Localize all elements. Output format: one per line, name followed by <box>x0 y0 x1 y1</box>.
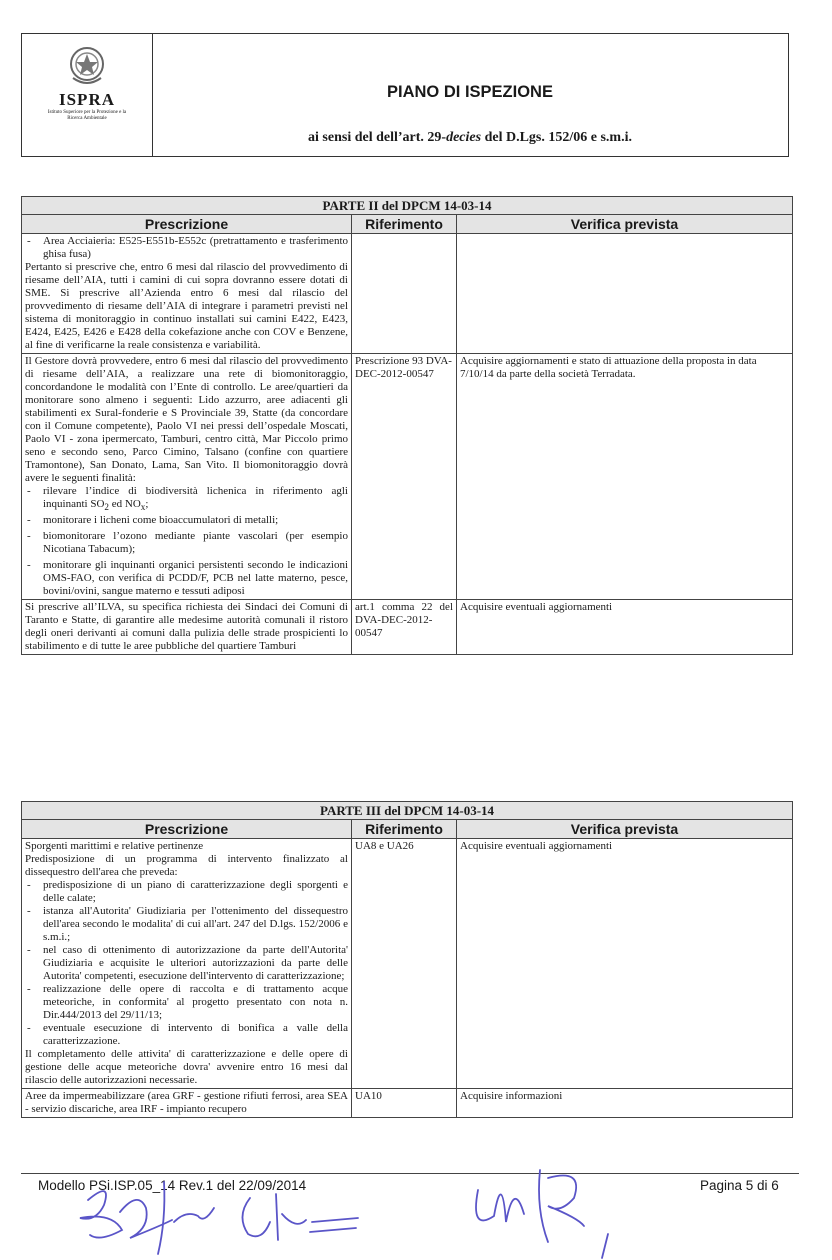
item-text-pre: rilevare l’indice di biodiversità lichenica in riferimento agli inquinanti SO <box>43 485 348 510</box>
document-header <box>21 33 789 157</box>
verifica-cell: Acquisire aggiornamenti e stato di attuazione della proposta in data 7/10/14 da parte della società Terradata. <box>457 354 793 600</box>
document-title: PIANO DI ISPEZIONE <box>387 83 553 101</box>
list-item: - monitorare i licheni come bioaccumulatori di metalli; <box>25 514 348 527</box>
item-text-post: ; <box>145 498 149 510</box>
riferimento-cell: UA8 e UA26 <box>352 839 457 1089</box>
table-row <box>22 600 793 655</box>
table-row <box>22 234 793 354</box>
paragraph: Sporgenti marittimi e relative pertinenze <box>25 840 204 852</box>
list-item: - biomonitorare l’ozono mediante piante vascolari (per esempio Nicotiana Tabacum); <box>25 530 348 556</box>
riferimento-cell: Prescrizione 93 DVA-DEC-2012-00547 <box>352 354 457 600</box>
list-item: - monitorare gli inquinanti organici persistenti secondo le indicazioni OMS-FAO, con verifica di PCDD/F, PCB nel latte materno, pesce, bovini/ovini, sangue materno e tessuti adiposi <box>25 559 348 598</box>
verifica-cell: Acquisire informazioni <box>457 1089 793 1118</box>
list-item: - Area Acciaieria: E525-E551b-E552c (pretrattamento e trasferimento ghisa fusa) <box>25 235 348 261</box>
part3-table <box>21 801 793 1118</box>
riferimento-cell: UA10 <box>352 1089 457 1118</box>
subscript: x <box>140 502 146 513</box>
subtitle-emphasis: decies <box>446 130 482 145</box>
riferimento-cell: art.1 comma 22 del DVA-DEC-2012-00547 <box>352 600 457 655</box>
paragraph: Pertanto si prescrive che, entro 6 mesi dal rilascio del provvedimento di riesame dell’AIA, tutti i camini di cui sopra dovranno essere dotati di SME. Si prescrive all’Azienda entro 6 mesi dal rilascio del provvedimento di riesame dell’AIA di integrare i parametri previsti nel sistema di monitoraggio in continuo installati sui camini E422, E423, E424, E425, E426 e E428 della cokefazione anche con COV e Benzene, al fine di verificarne la reale consistenza e variabilità. <box>25 261 348 351</box>
verifica-cell <box>457 234 793 354</box>
part2-title: PARTE II del DPCM 14-03-14 <box>22 197 793 215</box>
footer-page: Pagina 5 di 6 <box>700 1178 779 1193</box>
part2-table <box>21 196 793 655</box>
part3-title: PARTE III del DPCM 14-03-14 <box>22 802 793 820</box>
verifica-cell: Acquisire eventuali aggiornamenti <box>457 839 793 1089</box>
riferimento-cell <box>352 234 457 354</box>
col-verifica: Verifica prevista <box>457 215 793 234</box>
signatures-icon <box>0 1150 832 1260</box>
col-prescrizione: Prescrizione <box>22 820 352 839</box>
col-riferimento: Riferimento <box>352 215 457 234</box>
paragraph: Il completamento delle attivita' di caratterizzazione e delle opere di gestione delle acque meteoriche dovra' avvenire entro 16 mesi dal rilascio delle autorizzazioni necessarie. <box>25 1048 348 1086</box>
list-item: - realizzazione delle opere di raccolta e di trattamento acque meteoriche, in conformita' al progetto presentato con nota n. Dir.444/2013 del 29/11/13; <box>25 983 348 1022</box>
document-subtitle <box>152 130 788 146</box>
prescrizione-cell: Aree da impermeabilizzare (area GRF - gestione rifiuti ferrosi, area SEA - servizio discariche, area IRF - impianto recupero <box>22 1089 352 1118</box>
table-row <box>22 1089 793 1118</box>
prescrizione-cell <box>22 354 352 600</box>
paragraph: Il Gestore dovrà provvedere, entro 6 mesi dal rilascio del provvedimento di riesame dell’AIA, a realizzare una rete di biomonitoraggio, concordandone le modalità con l’Ente di controllo. Le aree/quartieri da monitorare sono almeno i seguenti: Lido azzurro, aree adiacenti gli stabilimenti ex Sural-fonderie e S Provinciale 39, Statte (da concordare con il Comune competente), Paolo VI nei pressi dell’ospedale Moscati, Paolo VI - zona ipermercato, Tamburi, centro città, Mar Piccolo primo seno e secondo seno, Parco Cimino, Talsano (confine con quartiere Tramontone), San Donato, Lama, San Vito. Il biomonitoraggio dovrà avere le seguenti finalità: <box>25 355 348 484</box>
republic-emblem-icon <box>67 44 107 88</box>
prescrizione-cell <box>22 839 352 1089</box>
table-row <box>22 839 793 1089</box>
prescrizione-cell <box>22 234 352 354</box>
prescrizione-cell: Si prescrive all’ILVA, su specifica richiesta dei Sindaci dei Comuni di Taranto e Statte, di garantire alle medesime autorità comunali il ristoro degli oneri derivanti ai comuni dalla pulizia delle strade prospicienti lo stabilimento e di tutte le aree pubbliche del quartiere Tamburi <box>22 600 352 655</box>
subtitle-post: del D.Lgs. 152/06 e s.m.i. <box>481 130 632 145</box>
logo-name: ISPRA <box>58 90 115 109</box>
paragraph: Predisposizione di un programma di intervento finalizzato al dissequestro dell'area che preveda: <box>25 853 348 878</box>
logo-area <box>22 34 153 156</box>
col-verifica: Verifica prevista <box>457 820 793 839</box>
col-prescrizione: Prescrizione <box>22 215 352 234</box>
list-item <box>25 485 348 514</box>
list-item: - nel caso di ottenimento di autorizzazione da parte dell'Autorita' Giudiziaria e acquisite le ulteriori autorizzazioni da parte delle Autorita' competenti, esecuzione dell'intervento di caratterizzazione; <box>25 944 348 983</box>
footer-model: Modello PSi.ISP.05_14 Rev.1 del 22/09/2014 <box>38 1178 307 1193</box>
subtitle-pre: ai sensi del dell’art. 29- <box>308 130 447 145</box>
list-item: - predisposizione di un piano di caratterizzazione degli sporgenti e delle calate; <box>25 879 348 905</box>
verifica-cell: Acquisire eventuali aggiornamenti <box>457 600 793 655</box>
subscript: 2 <box>104 502 109 513</box>
col-riferimento: Riferimento <box>352 820 457 839</box>
table-row <box>22 354 793 600</box>
logo-subtitle: Istituto Superiore per la Protezione e la Ricerca Ambientale <box>47 110 127 121</box>
list-item: - eventuale esecuzione di intervento di bonifica a valle della caratterizzazione. <box>25 1022 348 1048</box>
item-text-mid: ed NO <box>109 498 141 510</box>
list-item: - istanza all'Autorita' Giudiziaria per l'ottenimento del dissequestro dell'area secondo le modalita' di cui all'art. 247 del D.lgs. 152/2006 e s.m.i.; <box>25 905 348 944</box>
